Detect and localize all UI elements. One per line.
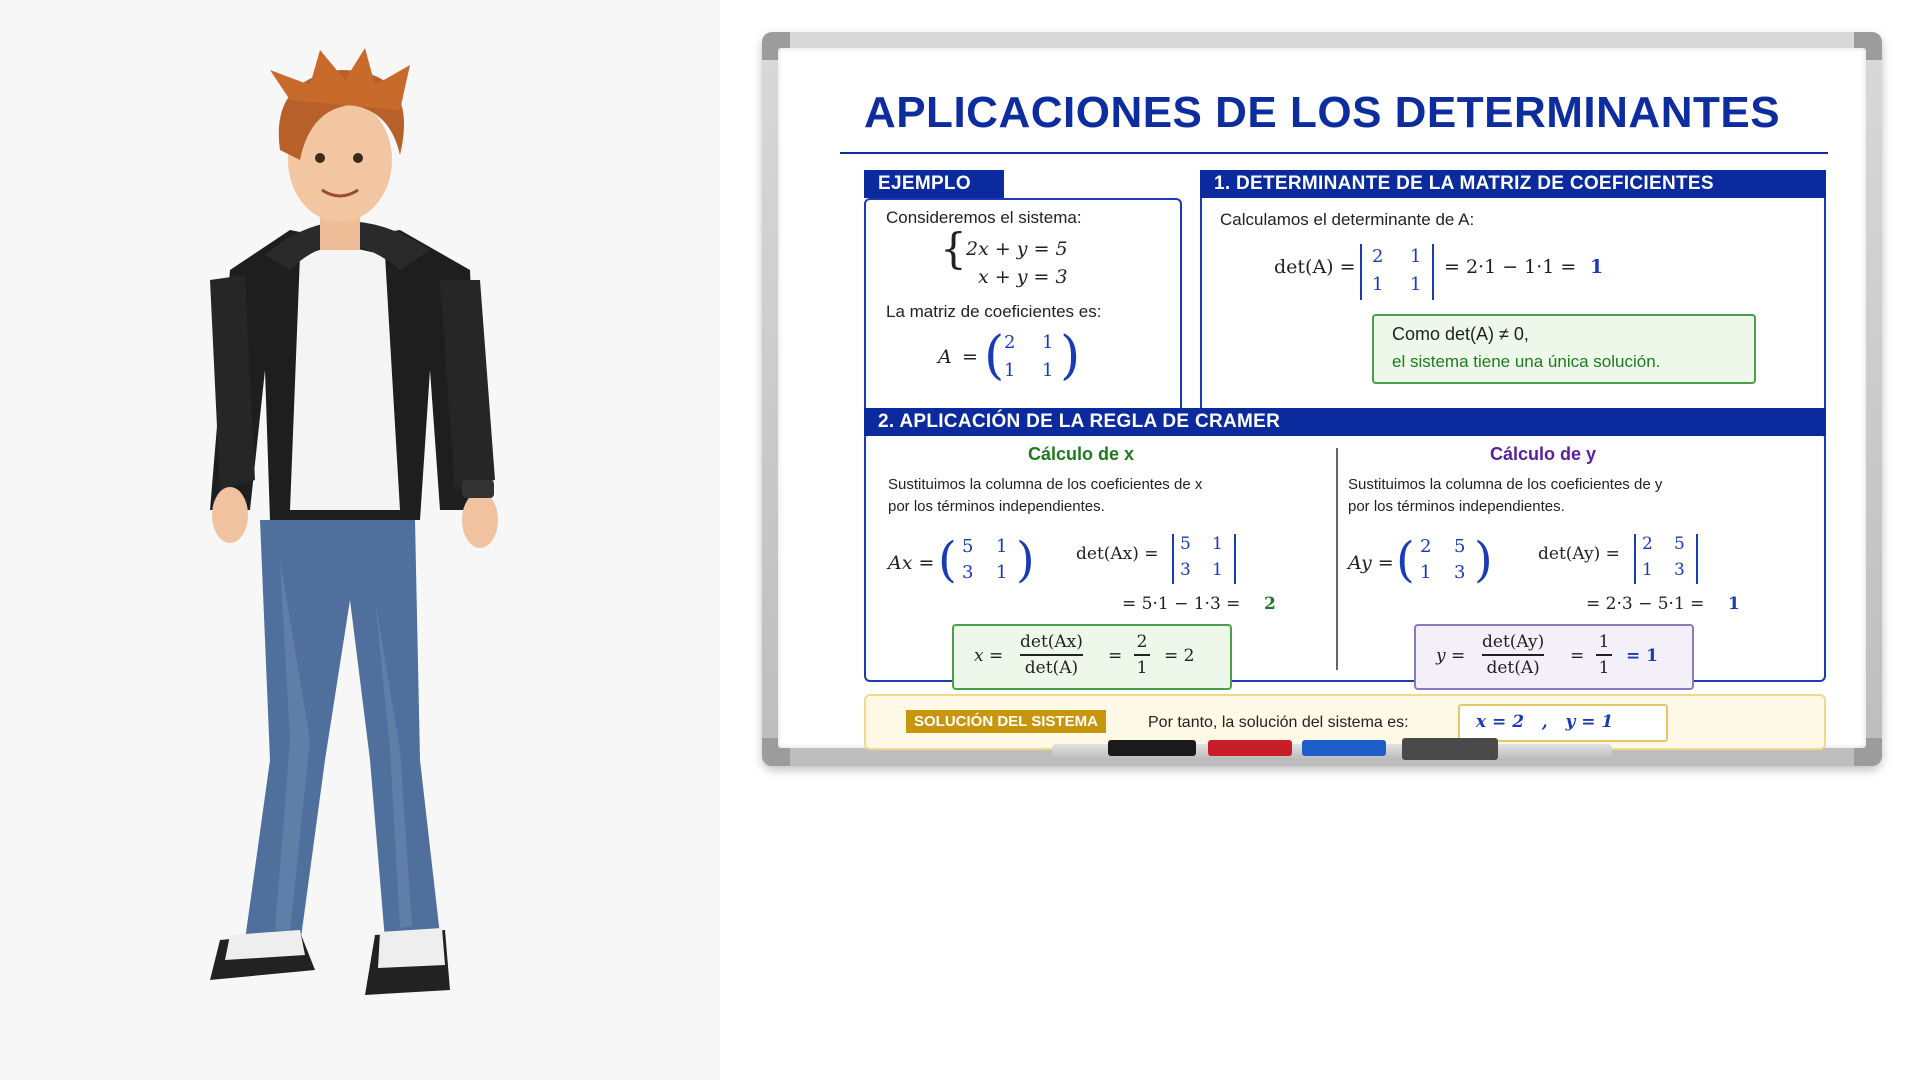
whiteboard bbox=[762, 32, 1882, 766]
det-ay-bar-right bbox=[1696, 534, 1698, 584]
calc-y-desc1: Sustituimos la columna de los coeficientes de y bbox=[1348, 476, 1663, 493]
x-frac-num: det(Ax) bbox=[1020, 632, 1083, 652]
matrix-name: A bbox=[938, 346, 952, 368]
y-fraction bbox=[1482, 632, 1544, 678]
solution-text: Por tanto, la solución del sistema es: bbox=[1148, 714, 1409, 731]
cramer-header: 2. APLICACIÓN DE LA REGLA DE CRAMER bbox=[864, 408, 1826, 436]
x-fraction-2 bbox=[1134, 632, 1150, 678]
title-underline bbox=[840, 152, 1828, 154]
equals-sign: = bbox=[962, 346, 978, 368]
det-ax-cell: 1 bbox=[1212, 560, 1223, 580]
x-frac-den: det(A) bbox=[1024, 657, 1079, 678]
det-ay-result: 1 bbox=[1728, 594, 1740, 614]
det-ay-cell: 5 bbox=[1674, 534, 1685, 554]
ay-cell: 2 bbox=[1420, 536, 1432, 557]
red-marker-icon[interactable] bbox=[1208, 740, 1292, 756]
system-eq1: 2x + y = 5 bbox=[966, 238, 1068, 260]
determinante-intro: Calculamos el determinante de A: bbox=[1220, 210, 1475, 229]
det-ax-calc: = 5·1 − 1·3 = bbox=[1122, 594, 1241, 614]
blue-marker-icon[interactable] bbox=[1302, 740, 1386, 756]
matrix-cell: 2 bbox=[1004, 332, 1016, 353]
det-bar-right bbox=[1432, 244, 1434, 300]
det-note-line2: el sistema tiene una única solución. bbox=[1392, 352, 1661, 371]
ax-cell: 1 bbox=[996, 562, 1008, 583]
calc-x-title: Cálculo de x bbox=[1028, 444, 1135, 464]
ejemplo-intro: Consideremos el sistema: bbox=[886, 208, 1082, 227]
ay-open-paren: ( bbox=[1396, 532, 1415, 588]
det-ax-bar-left bbox=[1172, 534, 1174, 584]
x-final: = 2 bbox=[1164, 646, 1195, 666]
ay-cell: 5 bbox=[1454, 536, 1466, 557]
calc-y-title: Cálculo de y bbox=[1490, 444, 1597, 464]
calc-x-desc2: por los términos independientes. bbox=[888, 498, 1105, 515]
matrix-open-paren: ( bbox=[984, 326, 1005, 386]
ay-cell: 1 bbox=[1420, 562, 1432, 583]
x-eq-sign: = bbox=[1108, 646, 1123, 666]
matrix-cell: 1 bbox=[1042, 360, 1054, 381]
det-cell: 1 bbox=[1410, 274, 1422, 295]
calc-x-desc1: Sustituimos la columna de los coeficientes de x bbox=[888, 476, 1203, 493]
determinante-header: 1. DETERMINANTE DE LA MATRIZ DE COEFICIENTES bbox=[1200, 170, 1826, 198]
system-brace: { bbox=[940, 224, 967, 273]
ax-close-paren: ) bbox=[1016, 532, 1035, 588]
whiteboard-surface bbox=[778, 48, 1866, 748]
y-final: = 1 bbox=[1626, 646, 1658, 666]
y-frac-var: y = bbox=[1436, 646, 1466, 666]
x-frac2-num: 2 bbox=[1136, 632, 1148, 652]
det-ax-bar-right bbox=[1234, 534, 1236, 584]
matrix-label: La matriz de coeficientes es: bbox=[886, 302, 1102, 321]
det-ay-cell: 3 bbox=[1674, 560, 1685, 580]
page-title: APLICACIONES DE LOS DETERMINANTES bbox=[863, 88, 1781, 137]
det-lhs: det(A) = bbox=[1274, 256, 1356, 278]
black-marker-icon[interactable] bbox=[1108, 740, 1196, 756]
x-frac2-den: 1 bbox=[1136, 657, 1148, 678]
det-cell: 2 bbox=[1372, 246, 1384, 267]
det-ay-cell: 2 bbox=[1642, 534, 1653, 554]
character-panel bbox=[0, 0, 720, 1080]
system-eq2: x + y = 3 bbox=[978, 266, 1068, 288]
ax-cell: 3 bbox=[962, 562, 974, 583]
det-ay-cell: 1 bbox=[1642, 560, 1653, 580]
det-ax-cell: 3 bbox=[1180, 560, 1191, 580]
student-illustration bbox=[150, 40, 570, 1020]
solution-badge: SOLUCIÓN DEL SISTEMA bbox=[906, 710, 1106, 733]
ax-cell: 1 bbox=[996, 536, 1008, 557]
calc-y-desc2: por los términos independientes. bbox=[1348, 498, 1565, 515]
det-ay-lhs: det(Ay) = bbox=[1538, 544, 1620, 564]
det-ay-bar-left bbox=[1634, 534, 1636, 584]
det-ay-calc: = 2·3 − 5·1 = bbox=[1586, 594, 1705, 614]
det-calc: = 2·1 − 1·1 = bbox=[1444, 256, 1577, 278]
det-ax-cell: 5 bbox=[1180, 534, 1191, 554]
solution-answer: x = 2 , y = 1 bbox=[1476, 712, 1614, 732]
det-ax-result: 2 bbox=[1264, 594, 1276, 614]
cramer-divider bbox=[1336, 448, 1338, 670]
ax-open-paren: ( bbox=[938, 532, 957, 588]
y-frac-num: det(Ay) bbox=[1482, 632, 1545, 652]
matrix-cell: 1 bbox=[1004, 360, 1016, 381]
eraser-icon[interactable] bbox=[1402, 738, 1498, 760]
det-note-line1: Como det(A) ≠ 0, bbox=[1392, 324, 1529, 344]
ay-close-paren: ) bbox=[1474, 532, 1493, 588]
det-ax-lhs: det(Ax) = bbox=[1076, 544, 1159, 564]
det-cell: 1 bbox=[1372, 274, 1384, 295]
x-frac-var: x = bbox=[974, 646, 1004, 666]
ay-cell: 3 bbox=[1454, 562, 1466, 583]
det-ax-cell: 1 bbox=[1212, 534, 1223, 554]
det-cell: 1 bbox=[1410, 246, 1422, 267]
det-result: 1 bbox=[1590, 256, 1604, 278]
ay-lhs: Ay = bbox=[1348, 552, 1394, 574]
det-bar-left bbox=[1360, 244, 1362, 300]
y-fraction-2 bbox=[1596, 632, 1612, 678]
y-frac2-num: 1 bbox=[1598, 632, 1610, 652]
y-frac-den: det(A) bbox=[1486, 657, 1540, 678]
x-fraction bbox=[1020, 632, 1083, 678]
ejemplo-header: EJEMPLO bbox=[864, 170, 1004, 198]
ax-cell: 5 bbox=[962, 536, 974, 557]
matrix-cell: 1 bbox=[1042, 332, 1054, 353]
y-frac2-den: 1 bbox=[1598, 657, 1610, 678]
matrix-close-paren: ) bbox=[1060, 326, 1081, 386]
y-eq-sign: = bbox=[1570, 646, 1585, 666]
ax-lhs: Ax = bbox=[888, 552, 935, 574]
